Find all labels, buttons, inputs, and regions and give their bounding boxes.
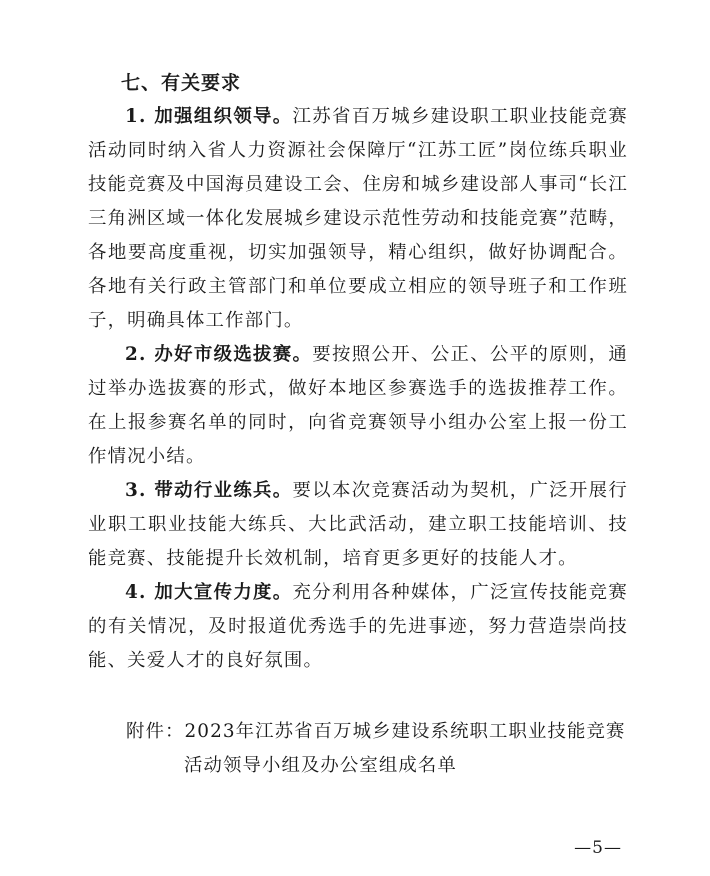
paragraph-lead: 4. 加大宣传力度。: [125, 582, 293, 603]
paragraph-lead: 1. 加强组织领导。: [125, 106, 293, 127]
paragraph-text: 充分利用各种媒体，广泛宣传技能竞赛的有关情况，及时报道优秀选手的先进事迹，努力营造崇尚技能、关爱人才的良好氛围。: [88, 582, 628, 671]
paragraph-text: 要按照公开、公正、公平的原则，通过举办选拔赛的形式，做好本地区参赛选手的选拔推荐工作。在上报参赛名单的同时，向省竞赛领导小组办公室上报一份工作情况小结。: [88, 344, 628, 467]
paragraph-text: 要以本次竞赛活动为契机，广泛开展行业职工职业技能大练兵、大比武活动，建立职工技能培训、技能竞赛、技能提升长效机制，培育更多更好的技能人才。: [88, 480, 628, 569]
section-heading: 七、有关要求: [121, 72, 242, 94]
attachment-line-1: 附件：2023年江苏省百万城乡建设系统职工职业技能竞赛: [126, 721, 626, 742]
paragraph-lead: 3. 带动行业练兵。: [125, 480, 293, 501]
attachment-note: [126, 715, 626, 783]
page-number: —5—: [574, 838, 622, 858]
paragraph-text: 江苏省百万城乡建设职工职业技能竞赛活动同时纳入省人力资源社会保障厅“江苏工匠”岗位练兵职业技能竞赛及中国海员建设工会、住房和城乡建设部人事司“长江三角洲区域一体化发展城乡建设示范性劳动和技能竞赛”范畴，各地要高度重视，切实加强领导，精心组织，做好协调配合。各地有关行政主管部门和单位要成立相应的领导班子和工作班子，明确具体工作部门。: [88, 106, 628, 331]
paragraph-lead: 2. 办好市级选拔赛。: [125, 344, 313, 365]
paragraph-training: [88, 474, 628, 576]
paragraph-leadership: [88, 100, 628, 338]
attachment-line-2: 活动领导小组及办公室组成名单: [184, 755, 457, 776]
paragraph-publicity: [88, 576, 628, 678]
paragraph-selection: [88, 338, 628, 474]
requirements-body: [88, 100, 628, 678]
